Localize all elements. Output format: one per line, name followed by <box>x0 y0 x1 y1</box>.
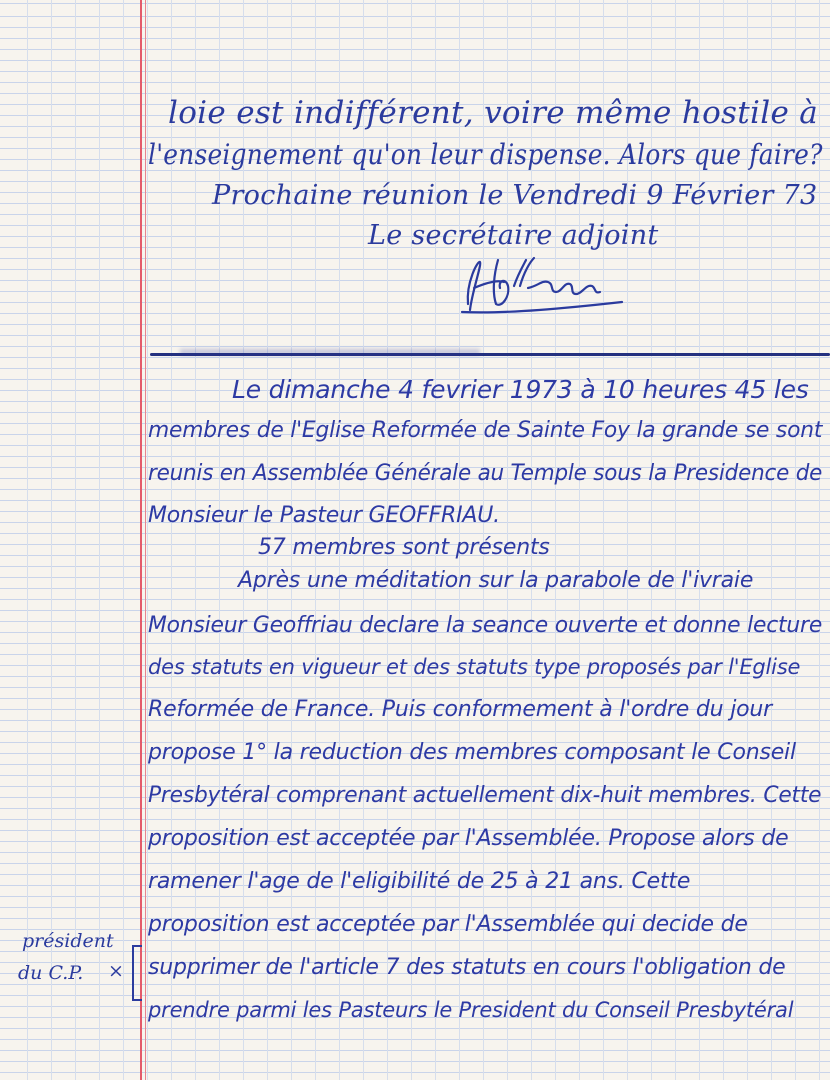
margin-bracket <box>132 945 142 1001</box>
minutes-line: Après une méditation sur la parabole de l'ivraie <box>238 568 754 593</box>
next-meeting-line: Prochaine réunion le Vendredi 9 Février 73 <box>212 180 818 211</box>
minutes-line: Presbytéral comprenant actuellement dix-huit membres. Cette <box>148 783 822 808</box>
minutes-line: proposition est acceptée par l'Assemblée qui decide de <box>148 912 748 937</box>
minutes-line: 57 membres sont présents <box>258 535 550 560</box>
minutes-line: reunis en Assemblée Générale au Temple sous la Presidence de <box>148 461 823 486</box>
minutes-line: membres de l'Eglise Reformée de Sainte Foy la grande se sont <box>148 418 823 443</box>
margin-note-cp: du C.P. <box>18 962 84 984</box>
minutes-line: supprimer de l'article 7 des statuts en cours l'obligation de <box>148 955 786 980</box>
margin-cross-mark: × <box>108 960 124 982</box>
text-line-previous-1: loie est indifférent, voire même hostile à <box>168 95 819 131</box>
secretary-title: Le secrétaire adjoint <box>368 220 659 251</box>
minutes-line: Monsieur Geoffriau declare la seance ouverte et donne lecture <box>148 613 823 638</box>
minutes-line: Le dimanche 4 fevrier 1973 à 10 heures 45 les <box>232 375 809 404</box>
minutes-line: ramener l'age de l'eligibilité de 25 à 21 ans. Cette <box>148 869 691 894</box>
signature-icon <box>458 252 628 322</box>
text-line-previous-2: l'enseignement qu'on leur dispense. Alors que faire? <box>148 138 823 171</box>
minutes-line: prendre parmi les Pasteurs le President du Conseil Presbytéral <box>148 998 794 1022</box>
minutes-line: propose 1° la reduction des membres composant le Conseil <box>148 740 796 765</box>
minutes-line: proposition est acceptée par l'Assemblée. Propose alors de <box>148 826 789 851</box>
section-divider <box>150 353 830 356</box>
minutes-line: des statuts en vigueur et des statuts type proposés par l'Eglise <box>148 655 801 679</box>
margin-note-president: président <box>22 930 114 952</box>
minutes-line: Monsieur le Pasteur GEOFFRIAU. <box>148 503 500 528</box>
minutes-line: Reformée de France. Puis conformement à l'ordre du jour <box>148 697 772 722</box>
